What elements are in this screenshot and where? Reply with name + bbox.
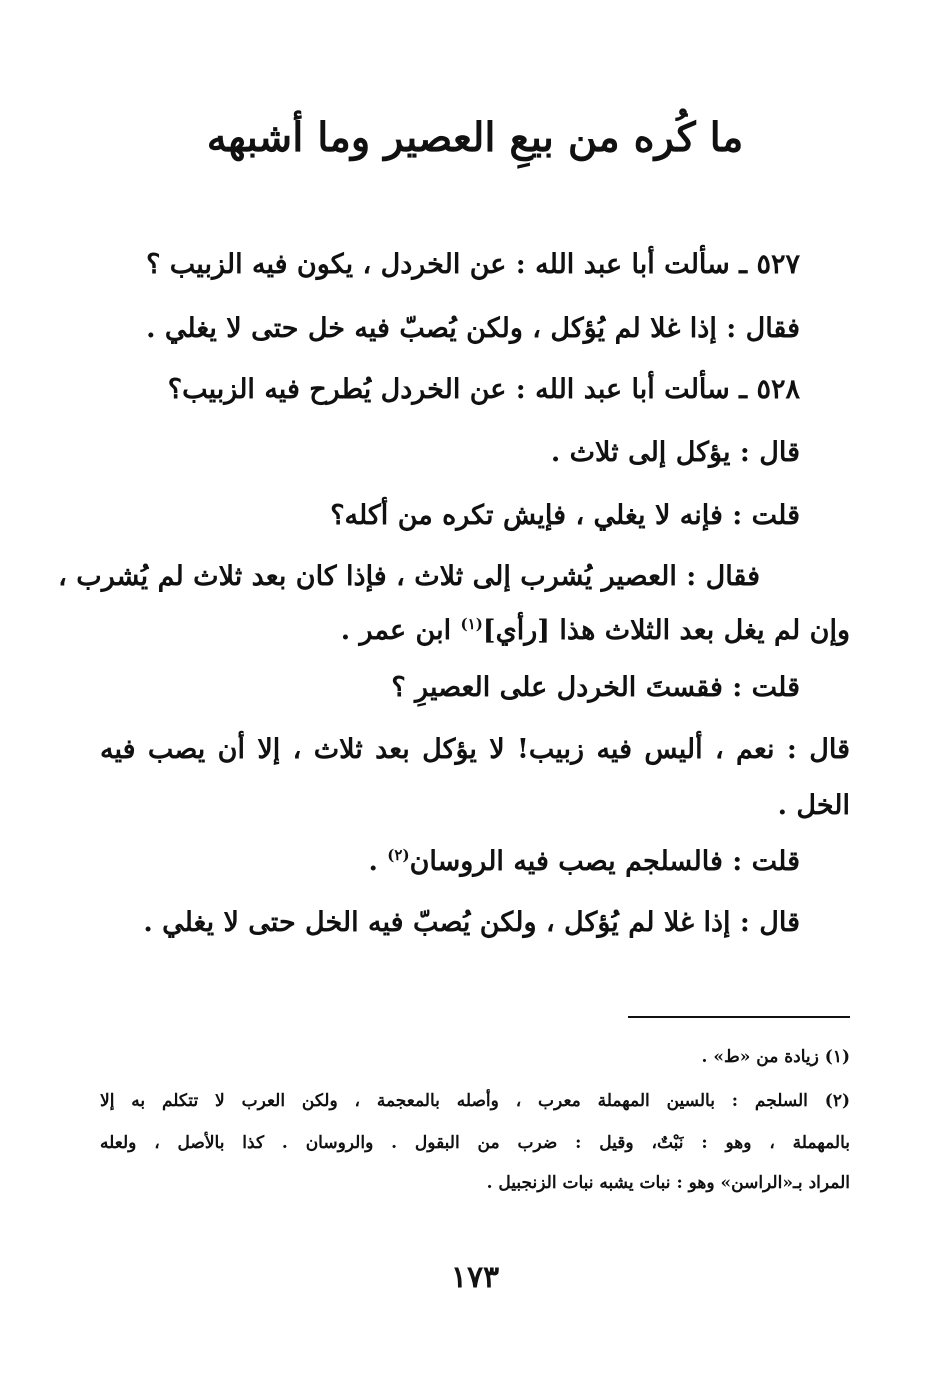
footnote-ref-2: (٢)	[387, 846, 410, 864]
text-segment: ابن عمر .	[340, 615, 452, 646]
footnote-1: (١) زيادة من «ط» .	[701, 1047, 850, 1067]
footnote-ref-1: (١)	[460, 615, 483, 633]
text-line-527: ٥٢٧ ـ سألت أبا عبد الله : عن الخردل ، يكون فيه الزبيب ؟	[146, 249, 800, 280]
text-line: فقال : العصير يُشرب إلى ثلاث ، فإذا كان بعد ثلاث لم يُشرب ،	[58, 561, 760, 592]
text-line: فقال : إذا غلا لم يُؤكل ، ولكن يُصبّ فيه خل حتى لا يغلي .	[146, 313, 800, 344]
text-segment: قلت : فالسلجم يصب فيه الروسان	[409, 846, 800, 877]
text-line-528: ٥٢٨ ـ سألت أبا عبد الله : عن الخردل يُطرح فيه الزبيب؟	[167, 374, 800, 405]
text-line	[368, 842, 800, 882]
page-title: ما كُره من بيعِ العصير وما أشبهه	[206, 114, 744, 161]
text-line: قلت : فقستَ الخردل على العصيرِ ؟	[391, 672, 800, 703]
text-line: الخل .	[777, 790, 850, 821]
text-line	[100, 611, 850, 651]
text-line: قال : نعم ، أليس فيه زبيب! لا يؤكل بعد ثلاث ، إلا أن يصب فيه	[100, 734, 850, 765]
footnote-2-continued: المراد بـ«الراسن» وهو : نبات يشبه نبات الزنجبيل .	[486, 1173, 850, 1193]
footnote-divider	[628, 1016, 850, 1018]
text-line: قال : يؤكل إلى ثلاث .	[550, 437, 800, 468]
text-line: قلت : فإنه لا يغلي ، فإيش تكره من أكله؟	[330, 500, 800, 531]
page-number: ١٧٣	[450, 1260, 500, 1295]
footnote-2-continued: بالمهملة ، وهو : نَبْتٌ، وقيل : ضرب من البقول . والروسان . كذا بالأصل ، ولعله	[100, 1133, 850, 1153]
text-segment: وإن لم يغل بعد الثلاث هذا [رأي]	[482, 615, 850, 646]
footnote-2: (٢) السلجم : بالسين المهملة معرب ، وأصله بالمعجمة ، ولكن العرب لا تتكلم به إلا	[100, 1091, 850, 1111]
text-segment: .	[368, 846, 378, 877]
text-line: قال : إذا غلا لم يُؤكل ، ولكن يُصبّ فيه الخل حتى لا يغلي .	[143, 907, 800, 938]
